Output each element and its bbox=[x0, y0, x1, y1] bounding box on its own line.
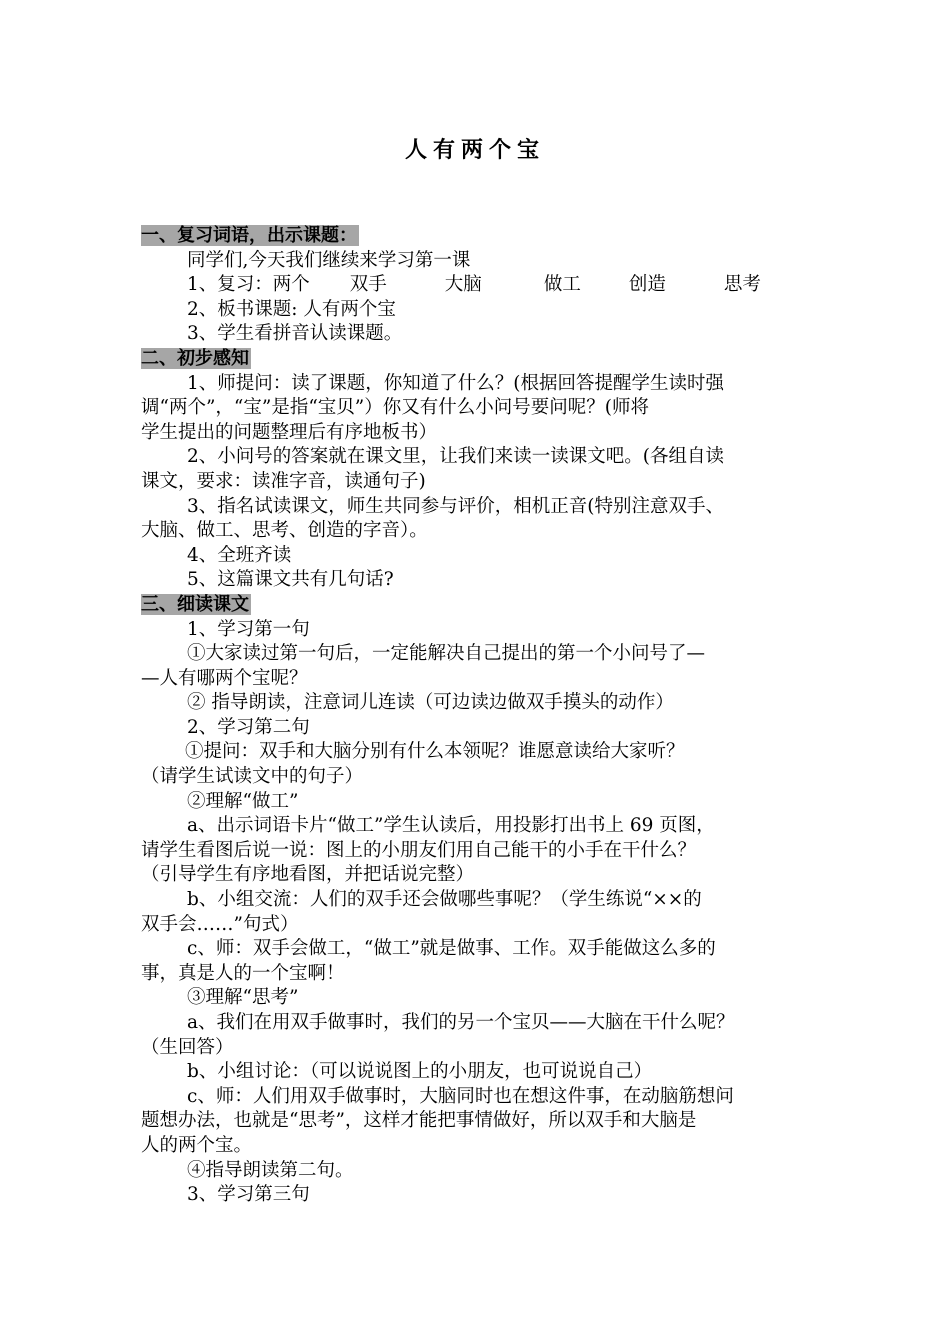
text-line: 课文，要求：读准字音，读通句子) bbox=[141, 470, 426, 492]
text-line: 题想办法，也就是“思考”，这样才能把事情做好，所以双手和大脑是 bbox=[141, 1110, 697, 1132]
text-line: ①大家读过第一句后，一定能解决自己提出的第一个小问号了— bbox=[187, 643, 706, 665]
text-line: 2、小问号的答案就在课文里，让我们来读一读课文吧。(各组自读 bbox=[187, 446, 724, 468]
review-word: 思考 bbox=[723, 274, 761, 296]
text-line: 事，真是人的一个宝啊！ bbox=[141, 962, 345, 984]
text-line: 3、指名试读课文，师生共同参与评价，相机正音(特别注意双手、 bbox=[187, 495, 724, 517]
text-line: 请学生看图后说一说：图上的小朋友们用自己能干的小手在干什么？ bbox=[141, 839, 697, 861]
paragraph: 2、板书课题: 人有两个宝 bbox=[187, 298, 396, 320]
text-line: b、小组讨论：（可以说说图上的小朋友，也可说说自己） bbox=[187, 1061, 653, 1083]
text-line: c、师：人们用双手做事时，大脑同时也在想这件事，在动脑筋想问 bbox=[187, 1085, 734, 1107]
text-line: 2、学习第二句 bbox=[187, 716, 310, 738]
paragraph: 3、学生看拼音认读课题。 bbox=[187, 323, 403, 345]
text-line: （引导学生有序地看图，并把话说完整） bbox=[141, 864, 475, 886]
text-line: 1、师提问：读了课题，你知道了什么？(根据回答提醒学生读时强 bbox=[187, 372, 724, 394]
text-line: b、小组交流：人们的双手还会做哪些事呢？（学生练说“××的 bbox=[187, 889, 702, 911]
text-line: ①提问：双手和大脑分别有什么本领呢？谁愿意读给大家听？ bbox=[185, 741, 685, 763]
text-line: 人的两个宝。 bbox=[141, 1134, 253, 1156]
review-word: 创造 bbox=[628, 274, 666, 296]
document-body bbox=[141, 224, 821, 1208]
text-line: 大脑、做工、思考、创造的字音）。 bbox=[141, 520, 428, 542]
section-heading-close-reading: 三、细读课文 bbox=[141, 593, 249, 615]
review-word: 做工 bbox=[543, 274, 581, 296]
text-line: 双手会……”句式） bbox=[141, 913, 299, 935]
section-heading-preview: 二、初步感知 bbox=[141, 347, 249, 369]
review-word: 大脑 bbox=[444, 274, 482, 296]
text-line: （生回答） bbox=[141, 1036, 234, 1058]
text-line: ②理解“做工” bbox=[187, 790, 299, 812]
text-line: 学生提出的问题整理后有序地板书） bbox=[141, 421, 438, 443]
text-line: c、师：双手会做工，“做工”就是做事、工作。双手能做这么多的 bbox=[187, 938, 716, 960]
text-line: 3、学习第三句 bbox=[187, 1184, 310, 1206]
text-line: ④指导朗读第二句。 bbox=[187, 1159, 354, 1181]
review-word: 双手 bbox=[349, 274, 387, 296]
text-line: ③理解“思考” bbox=[187, 987, 299, 1009]
text-line: （请学生试读文中的句子） bbox=[141, 766, 364, 788]
text-line: 1、学习第一句 bbox=[187, 618, 310, 640]
paragraph: 同学们,今天我们继续来学习第一课 bbox=[187, 249, 471, 271]
text-line: a、我们在用双手做事时，我们的另一个宝贝——大脑在干什么呢？ bbox=[187, 1012, 735, 1033]
text-line: a、出示词语卡片“做工”学生认读后，用投影打出书上 69 页图， bbox=[187, 815, 715, 837]
review-words-line: 1、复习：两个 双手 大脑 做工 创造 思考 bbox=[187, 274, 761, 296]
section-heading-review: 一、复习词语，出示课题： bbox=[141, 225, 357, 246]
text-line: 5、这篇课文共有几句话? bbox=[187, 569, 394, 591]
text-line: 4、全班齐读 bbox=[187, 544, 292, 566]
text-line: 调“两个”，“宝”是指“宝贝”）你又有什么小问号要问呢？(师将 bbox=[141, 397, 649, 419]
text-line: ② 指导朗读，注意词儿连读（可边读边做双手摸头的动作） bbox=[187, 692, 674, 714]
text-line: —人有哪两个宝呢？ bbox=[141, 667, 308, 689]
document-title: 人有两个宝 bbox=[404, 138, 545, 163]
